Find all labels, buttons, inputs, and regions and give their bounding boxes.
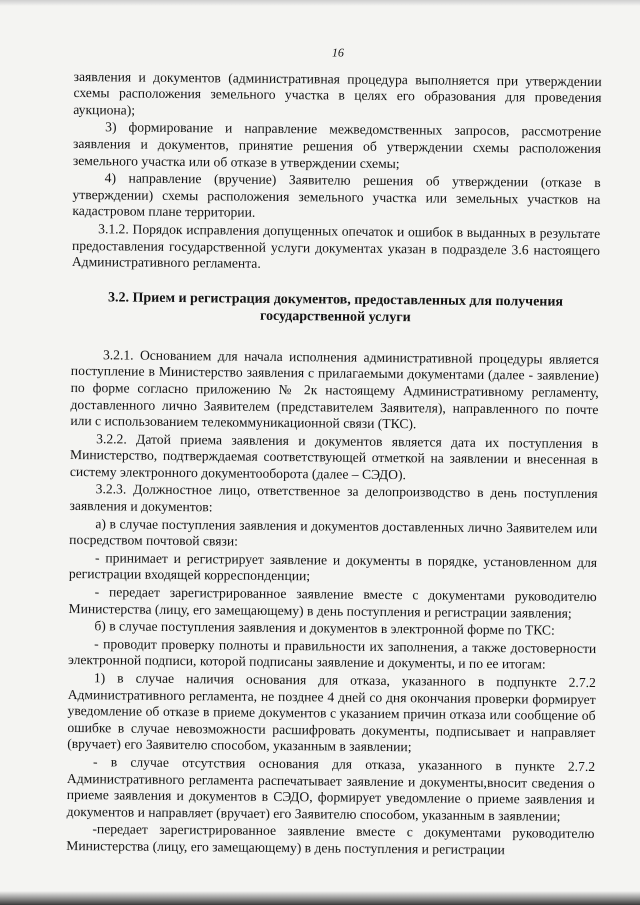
paragraph: 3) формирование и направление межведомственных запросов, рассмотрение заявления и документов, принятие решения об утверждении схемы расположения земельного участка или об отказе в утверждении схемы; xyxy=(72,119,602,171)
paragraph: 4) направление (вручение) Заявителю решения об утверждении (отказе в утверждении) схемы расположения земельного участка или земельных участков на кадастровом плане территории. xyxy=(72,170,601,221)
scan-edge-top xyxy=(0,0,640,6)
paragraph: 3.2.2. Датой приема заявления и документов является дата их поступления в Министерство, подтверждаемая соответствующей отметкой на заявлении и внесенная в систему электронного документооборота (далее – СЭДО). xyxy=(69,430,599,483)
scan-edge-bottom xyxy=(0,891,640,905)
page-content xyxy=(66,42,602,861)
paragraph: 3.2.1. Основанием для начала исполнения административной процедуры является поступление в Министерство заявления с прилагаемыми документами (далее - заявление) по форме согласно приложению № 2к настоящему Административному регламенту, доставленного лично Заявителем (представителем Заявителя), направленного по почте или с использованием телекоммуникационной связи (ТКС). xyxy=(70,347,600,432)
paragraph: - в случае отсутствия основания для отказа, указанного в пункте 2.7.2 Административного регламента распечатывает заявление и документы,вносит сведения о приеме заявления и документов в СЭДО, формирует уведомление о приеме заявления и документов и направляет (вручает) его Заявителю способом, указанным в заявлении; xyxy=(66,754,596,824)
paragraph: - передает зарегистрированное заявление вместе с документами руководителю Министерства (лицу, его замещающему) в день поступления и регистрации заявления; xyxy=(68,584,597,621)
page-number: 16 xyxy=(331,45,344,60)
section-heading: 3.2. Прием и регистрация документов, предоставленных для получения государственной услуги xyxy=(107,290,564,325)
paragraph: заявления и документов (административная процедура выполняется при утверждении схемы расположения земельного участка в целях его образования для проведения аукциона); xyxy=(73,68,602,118)
paragraph: 3.1.2. Порядок исправления допущенных опечаток и ошибок в выданных в результате предоставления государственной услуги документах указан в подразделе 3.6 настоящего Административного регламента. xyxy=(71,221,601,271)
paragraph: а) в случае поступления заявления и документов доставленных лично Заявителем или посредством почтовой связи: xyxy=(69,515,598,549)
paragraph: б) в случае поступления заявления и документов в электронной форме по ТКС: xyxy=(94,618,555,638)
paragraph: 3.2.3. Должностное лицо, ответственное за делопроизводство в день поступления заявления и документов: xyxy=(69,481,598,515)
paragraph: - проводит проверку полноты и правильности их заполнения, а также достоверности электронной подписи, которой подписаны заявление и документы, и по ее итогам: xyxy=(67,636,597,672)
paragraph: - принимает и регистрирует заявление и документы в порядке, установленном для регистрации входящей корреспонденции; xyxy=(68,550,598,584)
paragraph: 1) в случае наличия основания для отказа, указанного в подпункте 2.7.2 Административного регламента, не позднее 4 дней со дня окончания проверки формирует уведомление об отказе в приеме документов с указанием причин отказа или сообщение об ошибке в случае невозможности расшифровать документы, подписывает и направляет (вручает) его Заявителю способом, указанным в заявлении; xyxy=(67,670,596,755)
paragraph: -передает зарегистрированное заявление вместе с документами руководителю Министерства (лицу, его замещающему) в день поступления и регистрации xyxy=(66,821,595,858)
